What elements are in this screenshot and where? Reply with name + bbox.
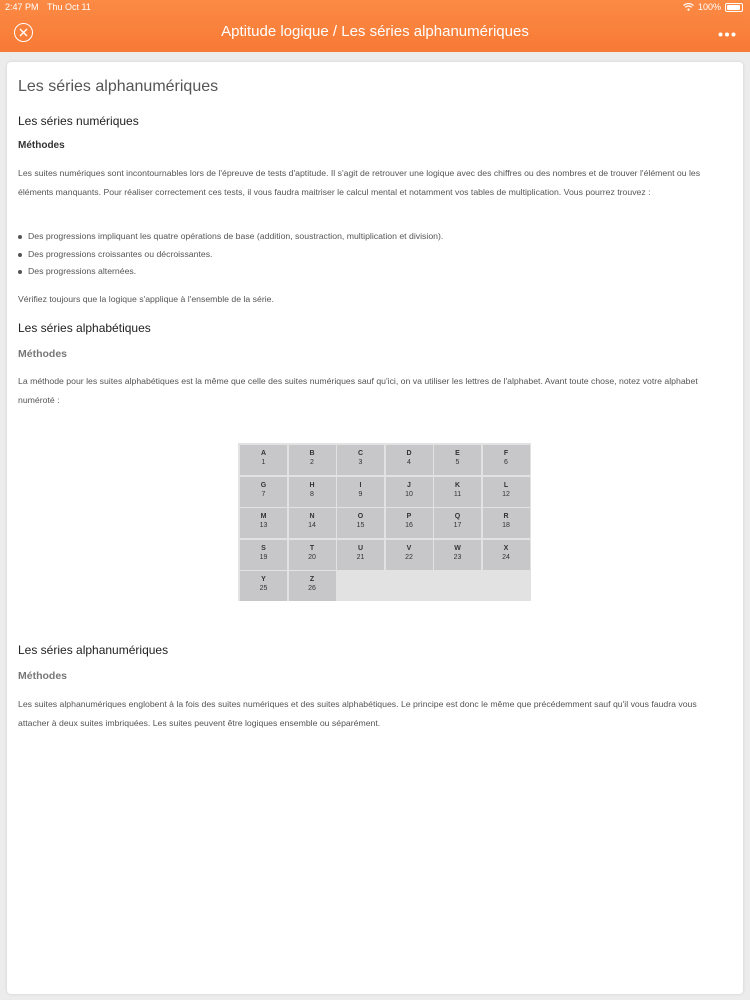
more-icon	[718, 32, 736, 37]
alphabet-cell	[289, 477, 336, 507]
alphabetic-intro: La méthode pour les suites alphabétiques est la même que celle des suites numériques sauf qu'ici, on va utiliser les lettres de l'alphabet. Avant toute chose, notez votre alphabet numéroté :	[18, 376, 698, 405]
cell-letter: W	[454, 544, 461, 552]
cell-letter: K	[454, 481, 461, 489]
content-card	[7, 62, 743, 994]
cell-letter: P	[406, 513, 412, 520]
alphabet-cell	[240, 477, 287, 507]
cell-number: 23	[453, 553, 462, 561]
alphabet-cell	[240, 571, 287, 601]
alphabet-cell	[240, 445, 287, 475]
alphabet-cell	[434, 540, 481, 570]
cell-letter: E	[455, 450, 460, 457]
alphabet-cell	[289, 540, 336, 570]
status-date: Thu Oct 11	[47, 2, 91, 12]
page-title: Les séries alphanumériques	[18, 78, 219, 95]
cell-number: 3	[358, 459, 363, 466]
list-item: Des progressions impliquant les quatre opérations de base (addition, soustraction, multiplication et division).	[18, 228, 443, 246]
cell-number: 6	[504, 459, 508, 466]
alphabet-cell	[240, 540, 287, 570]
cell-number: 13	[259, 522, 268, 529]
cell-letter: S	[261, 544, 266, 552]
numeric-bullet-list	[18, 228, 443, 281]
cell-number: 5	[455, 459, 460, 466]
cell-number: 11	[453, 490, 462, 498]
cell-letter: U	[357, 544, 364, 552]
cell-number: 10	[405, 490, 413, 498]
cell-letter: G	[260, 481, 267, 489]
cell-number: 1	[261, 459, 266, 466]
cell-number: 12	[502, 490, 510, 498]
cell-letter: B	[309, 450, 315, 457]
methods-heading-alphabetic: Méthodes	[18, 348, 68, 360]
cell-number: 17	[453, 522, 462, 529]
cell-number: 7	[261, 490, 266, 498]
alphabet-cell	[483, 508, 530, 538]
cell-number: 9	[358, 490, 363, 498]
cell-letter: Y	[261, 576, 266, 583]
cell-letter: R	[503, 513, 509, 520]
alphabet-cell	[289, 508, 336, 538]
alphabet-cell	[483, 445, 530, 475]
cell-number: 18	[502, 522, 510, 529]
alphabet-cell	[289, 571, 336, 601]
cell-letter: O	[357, 513, 364, 520]
alphabet-cell	[386, 508, 433, 538]
status-bar	[0, 2, 750, 14]
cell-number: 25	[259, 585, 268, 592]
alphabet-cell	[289, 445, 336, 475]
alphabet-cell	[386, 477, 433, 507]
alphabet-cell	[337, 540, 384, 570]
methods-heading-alphanumeric: Méthodes	[18, 670, 68, 682]
alphabet-cell	[483, 540, 530, 570]
cell-number: 26	[308, 585, 316, 592]
cell-number: 21	[356, 553, 365, 561]
cell-letter: C	[357, 450, 364, 457]
header-title: Aptitude logique / Les séries alphanumériques	[221, 23, 529, 40]
battery-percent: 100%	[697, 2, 721, 12]
cell-number: 4	[407, 459, 411, 466]
alphanumeric-intro: Les suites alphanumériques englobent à la fois des suites numériques et des suites alphabétiques. Le principe est donc le même que précédemment sauf qu'il vous faudra vous attacher à deux suites imbriquées. Les suites peuvent être logiques ensemble ou séparément.	[18, 699, 697, 728]
cell-number: 15	[356, 522, 365, 529]
list-item: Des progressions alternées.	[18, 263, 443, 281]
cell-letter: J	[407, 481, 411, 489]
cell-number: 24	[502, 553, 510, 561]
cell-number: 19	[259, 553, 268, 561]
alphabet-cell	[337, 508, 384, 538]
cell-number: 22	[405, 553, 413, 561]
section-heading-numeric: Les séries numériques	[18, 114, 139, 128]
top-bar	[0, 0, 750, 52]
alphabet-cell	[337, 445, 384, 475]
cell-letter: I	[359, 481, 362, 489]
cell-letter: H	[309, 481, 315, 489]
cell-number: 16	[405, 522, 413, 529]
alphabet-table	[238, 443, 531, 601]
cell-letter: D	[406, 450, 412, 457]
cell-letter: Q	[454, 513, 461, 520]
cell-letter: T	[309, 544, 315, 552]
status-time: 2:47 PM	[5, 2, 39, 12]
alphabet-cell	[434, 508, 481, 538]
alphabet-cell	[434, 445, 481, 475]
section-heading-alphanumeric: Les séries alphanumériques	[18, 643, 169, 657]
alphabet-cell	[483, 477, 530, 507]
cell-letter: A	[260, 450, 267, 457]
cell-number: 14	[308, 522, 316, 529]
wifi-icon	[683, 3, 694, 11]
battery-icon	[725, 3, 743, 12]
cell-letter: N	[309, 513, 315, 520]
cell-letter: V	[406, 544, 412, 552]
list-item: Des progressions croissantes ou décroissantes.	[18, 246, 443, 264]
alphabet-cell	[386, 445, 433, 475]
cell-number: 20	[308, 553, 316, 561]
cell-letter: X	[503, 544, 509, 552]
cell-letter: F	[503, 450, 509, 457]
numeric-intro: Les suites numériques sont incontournables lors de l'épreuve de tests d'aptitude. Il s'agit de retrouver une logique avec des chiffres ou des nombres et de trouver l'élément ou les éléments manquants. Pour réaliser correctement ces tests, il vous faudra maitriser le calcul mental et notamment vos tables de multiplication. Vous pourrez trouvez :	[18, 168, 701, 197]
alphabet-cell	[337, 477, 384, 507]
more-button[interactable]	[718, 24, 736, 40]
cell-letter: Z	[309, 576, 315, 583]
methods-heading-numeric: Méthodes	[18, 140, 65, 151]
status-indicators	[683, 2, 743, 12]
alphabet-cell	[434, 477, 481, 507]
cell-letter: M	[260, 513, 267, 520]
alphabet-cell	[386, 540, 433, 570]
cell-letter: L	[503, 481, 509, 489]
cell-number: 2	[310, 459, 314, 466]
section-heading-alphabetic: Les séries alphabétiques	[18, 321, 151, 335]
alphabet-cell	[240, 508, 287, 538]
numeric-note: Vérifiez toujours que la logique s'applique à l'ensemble de la série.	[18, 294, 274, 304]
cell-number: 8	[310, 490, 314, 498]
